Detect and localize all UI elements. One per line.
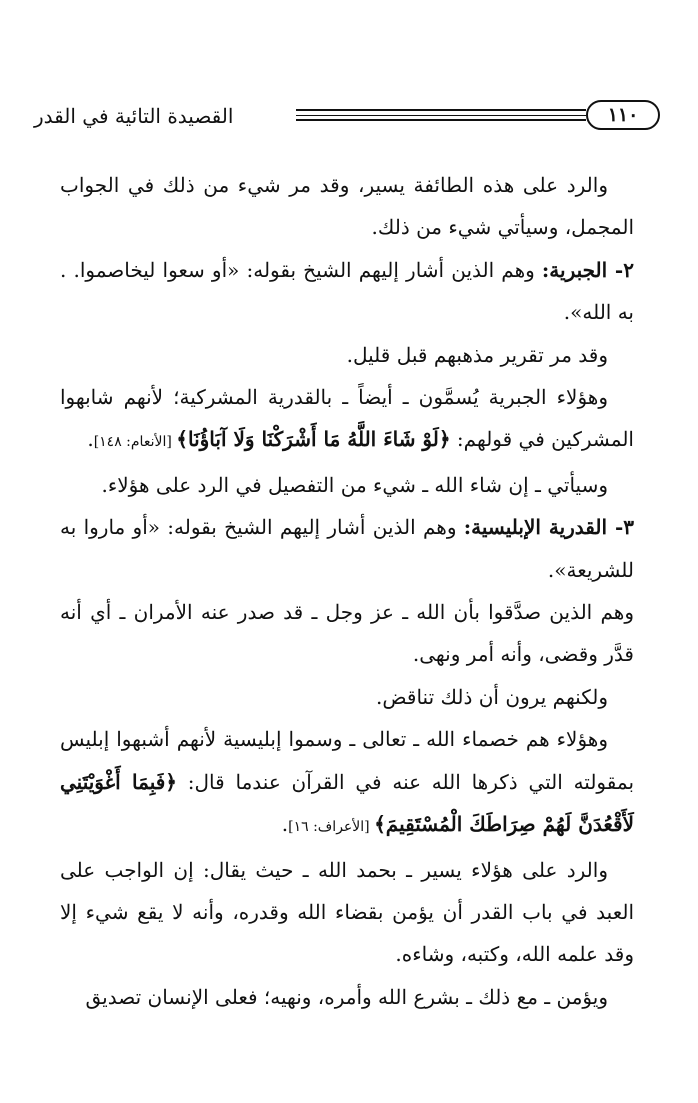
paragraph-text: وسيأتي ـ إن شاء الله ـ شيء من التفصيل في الرد على هؤلاء. [101,472,608,497]
paragraph-text: وقد مر تقرير مذهبهم قبل قليل. [346,342,608,367]
paragraph [60,464,634,506]
paragraph-text: وهؤلاء هم خصماء الله ـ تعالى ـ وسموا إبليسية لأنهم أشبهوا إبليس بمقولته التي ذكرها الله عنه في القرآن عندما قال: [60,727,635,794]
page-header [34,96,660,140]
paragraph [60,849,634,976]
paragraph [60,376,634,464]
paragraph-text: ولكنهم يرون أن ذلك تناقض. [376,684,608,709]
section-heading: ٢- الجبرية: [541,257,634,282]
running-title: القصيدة التائية في القدر [34,104,234,128]
paragraph-text: . [87,427,94,452]
paragraph [60,334,634,376]
page-number: ١١٠ [586,100,660,130]
paragraph-text: والرد على هذه الطائفة يسير، وقد مر شيء من ذلك في الجواب المجمل، وسيأتي شيء من ذلك. [60,173,634,240]
paragraph [60,976,634,1018]
paragraph-text: . [281,812,289,837]
quran-verse: ﴿فَبِمَا أَغْوَيْتَنِي لَأَقْعُدَنَّ لَهُمْ صِرَاطَكَ الْمُسْتَقِيمَ﴾ [60,769,634,837]
header-rule [296,115,586,116]
paragraph-text: وهم الذين صدَّقوا بأن الله ـ عز وجل ـ قد صدر عنه الأمران ـ أي أنه قدَّر وقضى، وأنه أمر ونهى. [60,600,634,667]
page-body [60,164,634,1018]
paragraph [60,164,634,249]
quran-verse: ﴿لَوْ شَاءَ اللَّهُ مَا أَشْرَكْنَا وَلَا آبَاؤُنَا﴾ [176,427,451,452]
paragraph [60,506,634,591]
paragraph-text: وهؤلاء الجبرية يُسمَّون ـ أيضاً ـ بالقدرية المشركية؛ لأنهم شابهوا المشركين في قولهم: [60,385,634,452]
paragraph [60,591,634,676]
header-rule [296,109,586,111]
paragraph [60,676,634,718]
paragraph [60,718,634,848]
verse-reference: [الأعراف: ١٦] [288,819,375,836]
paragraph [60,249,634,334]
section-heading: ٣- القدرية الإبليسية: [463,515,635,540]
paragraph-text: وهم الذين أشار إليهم الشيخ بقوله: «أو سعوا ليخاصموا. . به الله». [60,257,634,325]
header-rule [296,119,586,121]
paragraph-text: ويؤمن ـ مع ذلك ـ بشرع الله وأمره، ونهيه؛ فعلى الإنسان تصديق [85,984,608,1009]
paragraph-text: والرد على هؤلاء يسير ـ بحمد الله ـ حيث يقال: إن الواجب على العبد في باب القدر أن يؤمن بقضاء الله وقدره، وأنه لا يقع شيء إلا وقد علمه الله، وكتبه، وشاءه. [60,857,634,967]
paragraph-text: وهم الذين أشار إليهم الشيخ بقوله: «أو ماروا به للشريعة». [60,515,634,582]
verse-reference: [الأنعام: ١٤٨] [93,434,177,451]
